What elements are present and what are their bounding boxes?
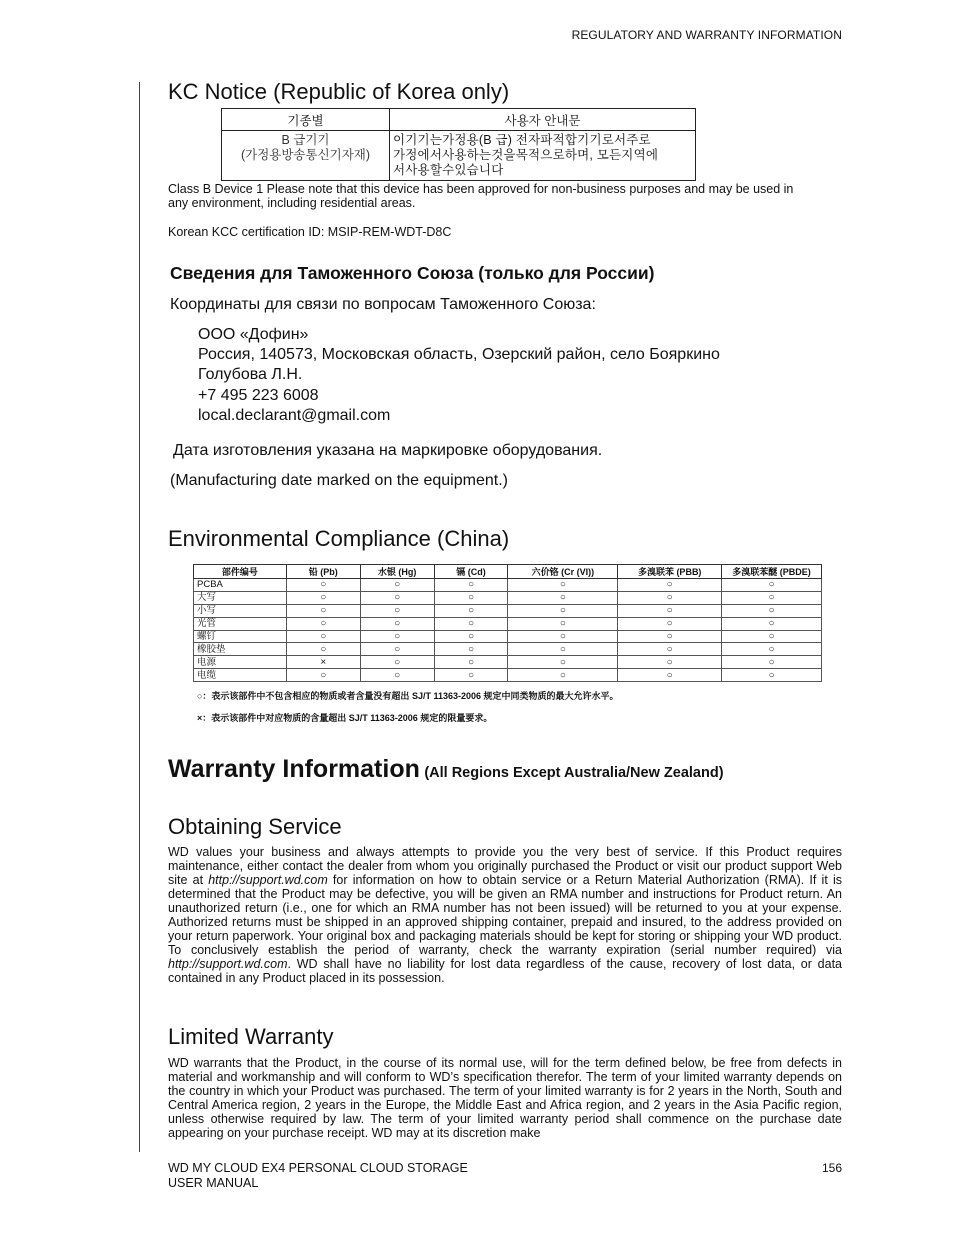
russia-address: Россия, 140573, Московская область, Озерский район, село Бояркино — [198, 346, 720, 364]
china-table-part-cell: PCBA — [194, 579, 287, 592]
china-table-value-cell: ○ — [618, 643, 722, 656]
russia-contact-intro: Координаты для связи по вопросам Таможенного Союза: — [170, 296, 596, 313]
china-table-value-cell: ○ — [360, 630, 434, 643]
china-table-column-header: 六价铬 (Cr (VI)) — [508, 565, 618, 579]
russia-phone: +7 495 223 6008 — [198, 386, 319, 404]
support-link[interactable]: http://support.wd.com — [208, 873, 328, 887]
russia-email: local.declarant@gmail.com — [198, 406, 391, 424]
china-table-value-cell: ○ — [360, 669, 434, 682]
china-table-value-cell: ○ — [508, 591, 618, 604]
warranty-heading-line — [168, 755, 842, 784]
china-table-row — [194, 579, 822, 592]
china-table-header-row — [194, 565, 822, 579]
china-table-value-cell: ○ — [722, 579, 822, 592]
china-table-part-cell: 电源 — [194, 656, 287, 669]
china-table-value-cell: ○ — [722, 604, 822, 617]
russia-person: Голубова Л.Н. — [198, 366, 303, 384]
china-table-value-cell: ○ — [508, 656, 618, 669]
china-table-value-cell: ○ — [434, 643, 508, 656]
kc-notice-table — [221, 108, 696, 181]
china-table-value-cell: ○ — [618, 656, 722, 669]
china-table-part-cell: 电缆 — [194, 669, 287, 682]
china-table-value-cell: ○ — [286, 579, 360, 592]
china-table-value-cell: ○ — [360, 617, 434, 630]
warranty-subheading: (All Regions Except Australia/New Zealand) — [424, 765, 724, 781]
footer-product-name: WD MY CLOUD EX4 PERSONAL CLOUD STORAGE USER MANUAL — [168, 1161, 468, 1190]
china-compliance-heading: Environmental Compliance (China) — [168, 526, 510, 551]
kc-table-guide-cell: 이기기는가정용(B 급) 전자파적합기기로서주로 가정에서사용하는것을목적으로하며, 모든지역에 서사용할수있습니다 — [390, 131, 696, 181]
china-table-value-cell: ○ — [722, 591, 822, 604]
china-table-value-cell: ○ — [508, 579, 618, 592]
china-table-part-cell: 螺钉 — [194, 630, 287, 643]
china-table-value-cell: ○ — [508, 604, 618, 617]
china-table-value-cell: ○ — [618, 669, 722, 682]
china-table-value-cell: ○ — [360, 591, 434, 604]
limited-warranty-paragraph: WD warrants that the Product, in the course of its normal use, will for the term defined below, be free from defects in material and workmanship and will conform to WD’s specification therefor. The term of your limited warranty depends on the country in which your Product was purchased. The term of your limited warranty is for 2 years in the North, South and Central America region, 2 years in the Europe, the Middle East and Africa region, and 2 years in the Asia Pacific region, unless otherwise required by law. The term of your limited warranty period shall commence on the purchase date appearing on your purchase receipt. WD may at its discretion make — [168, 1056, 842, 1140]
warranty-heading: Warranty Information — [168, 755, 420, 783]
china-table-value-cell: ○ — [508, 630, 618, 643]
china-table-value-cell: ○ — [618, 591, 722, 604]
china-table-value-cell: ○ — [360, 643, 434, 656]
china-table-value-cell: ○ — [286, 617, 360, 630]
china-table-value-cell: ○ — [434, 604, 508, 617]
china-table-value-cell: ○ — [286, 604, 360, 617]
kc-table-header-guide: 사용자 안내문 — [390, 109, 696, 131]
china-table-row — [194, 591, 822, 604]
russia-date-note-en: (Manufacturing date marked on the equipment.) — [170, 472, 508, 489]
china-table-value-cell: ○ — [434, 656, 508, 669]
china-table-value-cell: ○ — [618, 630, 722, 643]
china-table-column-header: 多溴联苯醚 (PBDE) — [722, 565, 822, 579]
china-note-circle: ○：表示该部件中不包含相应的物质或者含量没有超出 SJ/T 11363-2006 规定中同类物质的最大允许水平。 — [197, 691, 619, 701]
china-table-value-cell: ○ — [618, 604, 722, 617]
china-table-column-header: 水银 (Hg) — [360, 565, 434, 579]
china-table-value-cell: ○ — [722, 643, 822, 656]
russia-heading: Сведения для Таможенного Союза (только для России) — [170, 263, 655, 283]
china-table-part-cell: 橡胶垫 — [194, 643, 287, 656]
china-table-value-cell: ○ — [360, 579, 434, 592]
china-table-value-cell: ○ — [360, 656, 434, 669]
china-table-part-cell: 小写 — [194, 604, 287, 617]
china-table-value-cell: ○ — [722, 669, 822, 682]
china-table-value-cell: ○ — [434, 579, 508, 592]
china-table-column-header: 部件编号 — [194, 565, 287, 579]
obtaining-service-heading: Obtaining Service — [168, 814, 342, 839]
china-table-value-cell: × — [286, 656, 360, 669]
china-table-value-cell: ○ — [434, 617, 508, 630]
china-table-value-cell: ○ — [618, 579, 722, 592]
china-table-row — [194, 669, 822, 682]
kc-table-class-cell: B 급기기 (가정용방송통신기자재) — [222, 131, 390, 181]
china-table-value-cell: ○ — [434, 630, 508, 643]
china-table-value-cell: ○ — [286, 643, 360, 656]
china-table-row — [194, 604, 822, 617]
china-table-column-header: 多溴联苯 (PBB) — [618, 565, 722, 579]
kc-certification-id: Korean KCC certification ID: MSIP-REM-WDT-D8C — [168, 225, 452, 239]
china-table-value-cell: ○ — [360, 604, 434, 617]
china-table-value-cell: ○ — [508, 617, 618, 630]
russia-date-note: Дата изготовления указана на маркировке оборудования. — [173, 442, 603, 459]
china-table-column-header: 铅 (Pb) — [286, 565, 360, 579]
china-table-value-cell: ○ — [722, 630, 822, 643]
kc-notice-heading: KC Notice (Republic of Korea only) — [168, 79, 510, 104]
china-table-value-cell: ○ — [508, 643, 618, 656]
china-table-value-cell: ○ — [508, 669, 618, 682]
china-table-part-cell: 大写 — [194, 591, 287, 604]
russia-contact-block — [198, 325, 720, 426]
china-table-row — [194, 630, 822, 643]
page-number: 156 — [821, 1161, 842, 1175]
china-table-value-cell: ○ — [286, 669, 360, 682]
kc-table-header-model: 기종별 — [222, 109, 390, 131]
china-hazardous-substance-table — [193, 564, 822, 682]
russia-company: ООО «Дофин» — [198, 326, 309, 343]
support-link-2[interactable]: http://support.wd.com — [168, 957, 288, 971]
china-table-value-cell: ○ — [618, 617, 722, 630]
china-note-cross: ×：表示该部件中对应物质的含量超出 SJ/T 11363-2006 规定的限量要求。 — [197, 713, 493, 723]
china-table-row — [194, 643, 822, 656]
obtaining-service-paragraph: WD values your business and always attempts to provide you the very best of service. If this Product requires maintenance, either contact the dealer from whom you originally purchased the Product or visit our product support Web site at http://support.wd.com for information on how to obtain service or a Return Material Authorization (RMA). If it is determined that the Product may be defective, you will be given an RMA number and instructions for Product return. An unauthorized return (i.e., one for which an RMA number has not been issued) will be returned to you at your expense. Authorized returns must be shipped in an approved shipping container, prepaid and insured, to the address provided on your return paperwork. Your original box and packaging materials should be kept for storing or shipping your WD product. To conclusively establish the period of warranty, check the warranty expiration (serial number required) via http://support.wd.com. WD shall have no liability for lost data regardless of the cause, recovery of lost data, or data contained in any Product placed in its possession. — [168, 845, 842, 985]
china-table-value-cell: ○ — [722, 617, 822, 630]
china-table-column-header: 镉 (Cd) — [434, 565, 508, 579]
china-table-value-cell: ○ — [286, 630, 360, 643]
china-table-value-cell: ○ — [286, 591, 360, 604]
china-table-value-cell: ○ — [722, 656, 822, 669]
china-table-value-cell: ○ — [434, 669, 508, 682]
limited-warranty-heading: Limited Warranty — [168, 1024, 334, 1049]
china-table-row — [194, 617, 822, 630]
china-table-row — [194, 656, 822, 669]
china-table-part-cell: 光管 — [194, 617, 287, 630]
kc-class-b-note: Class B Device 1 Please note that this device has been approved for non-business purposes and may be used in any environment, including residential areas. — [168, 182, 794, 210]
running-header: REGULATORY AND WARRANTY INFORMATION — [571, 28, 842, 42]
left-margin-rule — [139, 82, 140, 1152]
china-table-value-cell: ○ — [434, 591, 508, 604]
